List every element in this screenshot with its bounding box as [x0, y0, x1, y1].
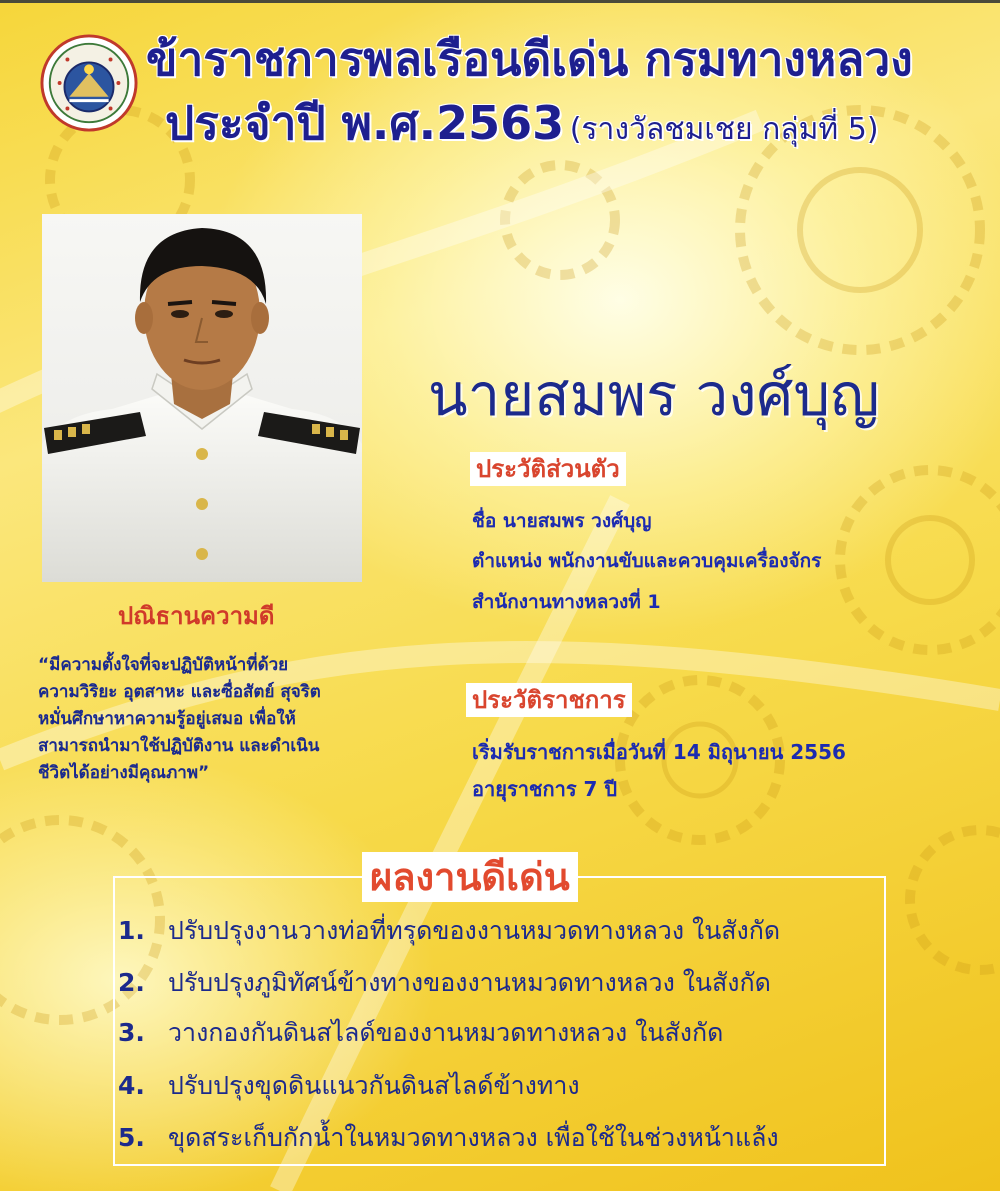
award-category: (รางวัลชมเชย กลุ่มที่ 5)	[569, 112, 879, 147]
achievement-text: ปรับปรุงขุดดินแนวกันดินสไลด์ข้างทาง	[168, 1071, 580, 1100]
achievement-item	[118, 1120, 779, 1156]
achievement-number: 5.	[118, 1123, 145, 1152]
profile-name: ชื่อ นายสมพร วงศ์บุญ	[472, 510, 652, 532]
achievement-text: วางกองกันดินสไลด์ของงานหมวดทางหลวง ในสังกัด	[168, 1018, 724, 1047]
achievement-text: ปรับปรุงงานวางท่อที่ทรุดของงานหมวดทางหลวง ในสังกัด	[168, 916, 781, 945]
portrait-photo	[42, 214, 362, 582]
page-title: ข้าราชการพลเรือนดีเด่น กรมทางหลวง	[146, 32, 913, 86]
gear-icon	[840, 470, 1000, 650]
achievement-item	[118, 1015, 723, 1051]
profile-heading: ประวัติส่วนตัว	[470, 452, 626, 486]
achievement-number: 2.	[118, 968, 145, 997]
award-year: ประจำปี พ.ศ.2563	[165, 96, 565, 150]
service-heading: ประวัติราชการ	[466, 683, 632, 717]
achievement-item	[118, 913, 780, 949]
achievement-item	[118, 965, 771, 1001]
department-logo	[40, 34, 138, 132]
gear-icon	[910, 830, 1000, 970]
vow-line: ชีวิตได้อย่างมีคุณภาพ”	[38, 763, 210, 783]
achievement-text: ขุดสระเก็บกักน้ำในหมวดทางหลวง เพื่อใช้ในช่วงหน้าแล้ง	[168, 1123, 779, 1152]
page-subtitle	[165, 94, 985, 153]
achievement-text: ปรับปรุงภูมิทัศน์ข้างทางของงานหมวดทางหลวง ในสังกัด	[168, 968, 771, 997]
vow-line: ความวิริยะ อุตสาหะ และซื่อสัตย์ สุจริต	[38, 682, 321, 702]
vow-text	[38, 652, 398, 787]
service-start-date: เริ่มรับราชการเมื่อวันที่ 14 มิถุนายน 2556	[472, 740, 846, 764]
service-years: อายุราชการ 7 ปี	[472, 777, 618, 801]
person-name-heading: นายสมพร วงศ์บุญ	[428, 361, 880, 429]
vow-line: “มีความตั้งใจที่จะปฏิบัติหน้าที่ด้วย	[38, 655, 289, 675]
vow-line: หมั่นศึกษาหาความรู้อยู่เสมอ เพื่อให้	[38, 709, 296, 729]
profile-position: ตำแหน่ง พนักงานขับและควบคุมเครื่องจักร	[472, 550, 822, 572]
achievement-item	[118, 1068, 580, 1104]
profile-office: สำนักงานทางหลวงที่ 1	[472, 591, 661, 613]
achievement-number: 4.	[118, 1071, 145, 1100]
achievement-number: 1.	[118, 916, 145, 945]
achievement-number: 3.	[118, 1018, 145, 1047]
achievements-heading: ผลงานดีเด่น	[362, 852, 578, 902]
vow-heading: ปณิธานความดี	[118, 602, 275, 630]
vow-line: สามารถนำมาใช้ปฏิบัติงาน และดำเนิน	[38, 736, 320, 756]
